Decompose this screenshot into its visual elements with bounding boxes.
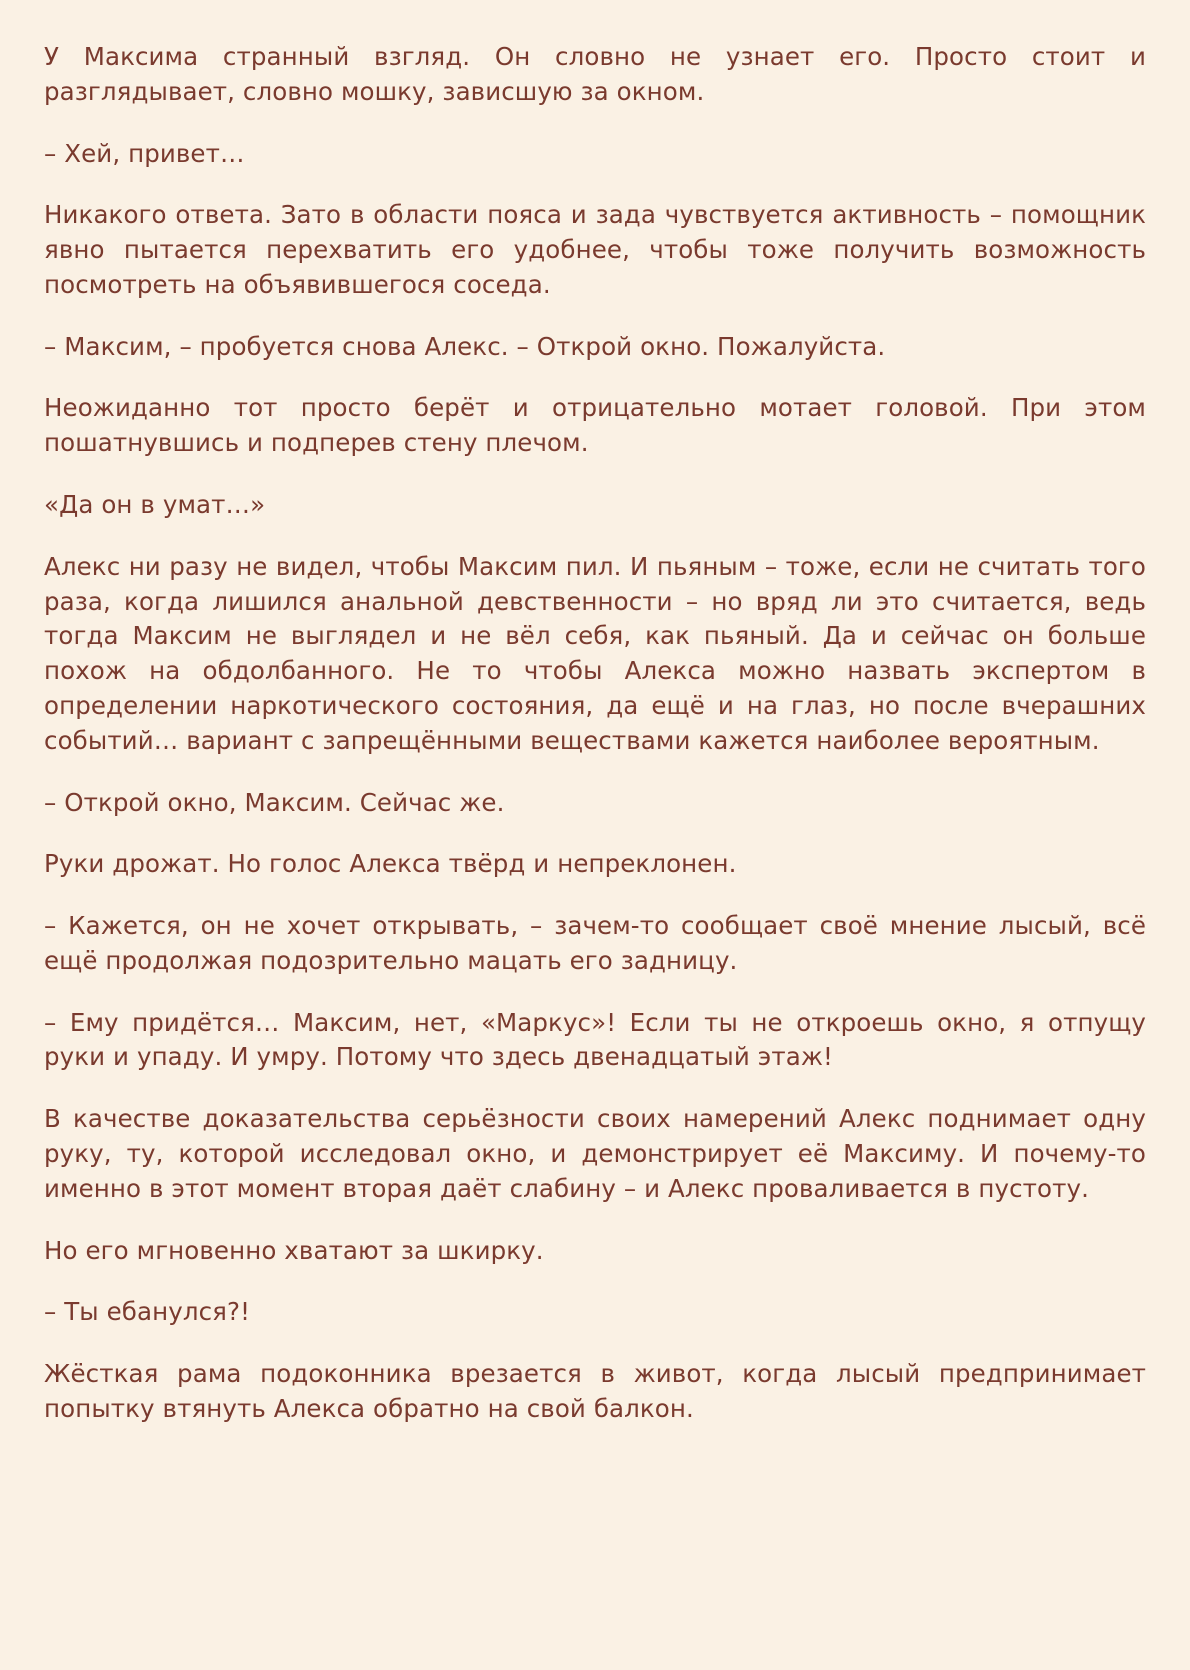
paragraph: «Да он в умат…» xyxy=(44,490,266,520)
paragraph: В качестве доказательства серьёзности своих намерений Алекс поднимает одну руку, ту, которой исследовал окно, и демонстрирует её Максиму. И почему-то именно в этот момент вторая даёт слабину – и Алекс проваливается в пустоту. xyxy=(44,1104,1146,1203)
paragraph: Никакого ответа. Зато в области пояса и зада чувствуется активность – помощник явно пытается перехватить его удобнее, чтобы тоже получить возможность посмотреть на объявившегося соседа. xyxy=(44,200,1146,299)
paragraph: Жёсткая рама подоконника врезается в живот, когда лысый предпринимает попытку втянуть Алекса обратно на свой балкон. xyxy=(44,1359,1146,1423)
paragraph: – Открой окно, Максим. Сейчас же. xyxy=(44,787,505,817)
paragraph: – Кажется, он не хочет открывать, – зачем-то сообщает своё мнение лысый, всё ещё продолжая подозрительно мацать его задницу. xyxy=(44,911,1146,975)
paragraph: – Максим, – пробуется снова Алекс. – Открой окно. Пожалуйста. xyxy=(44,331,886,361)
paragraph: – Ты ебанулся?! xyxy=(44,1297,251,1327)
paragraph: Алекс ни разу не видел, чтобы Максим пил. И пьяным – тоже, если не считать того раза, когда лишился анальной девственности – но вряд ли это считается, ведь тогда Максим не выглядел и не вёл себя, как пьяный. Да и сейчас он больше похож на обдолбанного. Не то чтобы Алекса можно назвать экспертом в определении наркотического состояния, да ещё и на глаз, но после вчерашних событий… вариант с запрещёнными веществами кажется наиболее вероятным. xyxy=(44,551,1146,755)
paragraph: Руки дрожат. Но голос Алекса твёрд и непреклонен. xyxy=(44,849,737,879)
paragraph: – Хей, привет… xyxy=(44,138,245,168)
paragraph: – Ему придётся… Максим, нет, «Маркус»! Если ты не откроешь окно, я отпущу руки и упаду. И умру. Потому что здесь двенадцатый этаж! xyxy=(44,1007,1146,1072)
paragraph: У Максима странный взгляд. Он словно не узнает его. Просто стоит и разглядывает, словно мошку, зависшую за окном. xyxy=(44,42,1146,106)
paragraph: Неожиданно тот просто берёт и отрицательно мотает головой. При этом пошатнувшись и подперев стену плечом. xyxy=(44,393,1146,458)
paragraph: Но его мгновенно хватают за шкирку. xyxy=(44,1235,544,1265)
